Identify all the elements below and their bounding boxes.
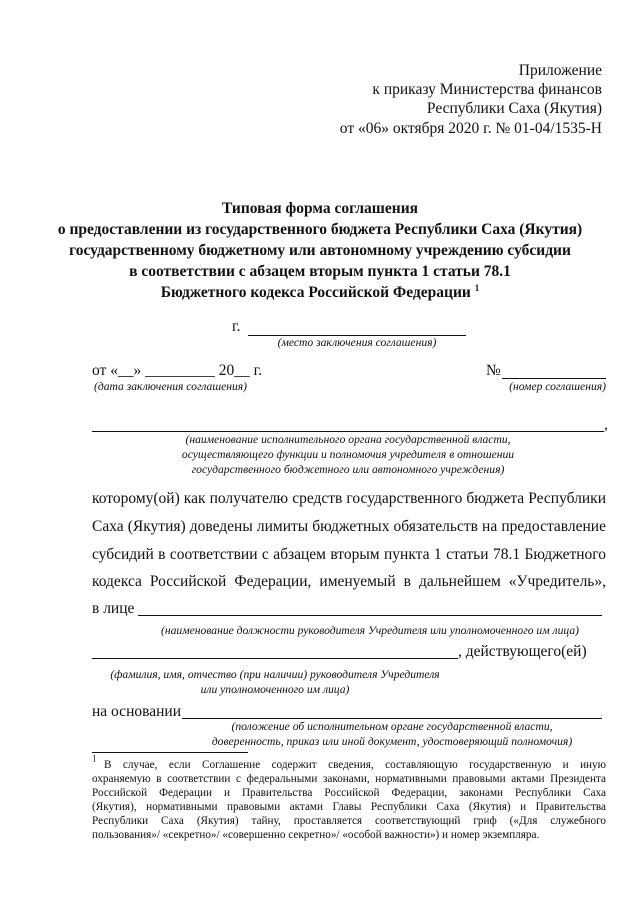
name-hint-1: (фамилия, имя, отчество (при наличии) руководителя Учредителя xyxy=(110,668,440,681)
footnote-mark xyxy=(92,753,97,769)
basis-hint-2: доверенность, приказ или иной документ, удостоверяющий полномочия) xyxy=(211,735,573,748)
date-field[interactable]: от «__» _________ 20__ г. xyxy=(92,362,263,379)
footnote-line-3: Российской Федерации и Правительства Российской Федерации, законами Республики Саха xyxy=(92,787,606,799)
order-republic: Республики Саха (Якутия) xyxy=(426,100,602,117)
body-line-4: кодекса Российской Федерации, именуемый в дальнейшем «Учредитель», xyxy=(92,573,606,590)
title-line-4: в соответствии с абзацем вторым пункта 1 статьи 78.1 xyxy=(129,263,511,280)
date-hint: (дата заключения соглашения) xyxy=(94,380,248,393)
org-hint-2: осуществляющего функции и полномочия учредителя в отношении xyxy=(181,448,515,461)
number-field-line[interactable] xyxy=(502,378,606,379)
order-reference: к приказу Министерства финансов xyxy=(372,81,602,98)
body-line-1: которому(ой) как получателю средств государственного бюджета Республики xyxy=(92,490,606,507)
footnote-separator xyxy=(92,752,248,753)
number-hint: (номер соглашения) xyxy=(509,380,606,393)
place-hint: (место заключения соглашения) xyxy=(277,336,437,349)
body-line-2: Саха (Якутия) доведены лимиты бюджетных обязательств на предоставление xyxy=(92,518,606,535)
org-field-line[interactable] xyxy=(92,431,604,432)
place-prefix: г. xyxy=(232,318,241,335)
basis-field-line[interactable] xyxy=(182,718,602,719)
order-date-number: от «06» октября 2020 г. № 01-04/1535-Н xyxy=(339,120,602,137)
name-field-line[interactable] xyxy=(92,658,458,659)
title-line-2: о предоставлении из государственного бюджета Республики Саха (Якутия) xyxy=(57,221,583,238)
body-line-3: субсидий в соответствии с абзацем вторым пункта 1 статьи 78.1 Бюджетного xyxy=(92,546,606,563)
title-line-5 xyxy=(0,284,640,302)
footnote-line-4: (Якутия), нормативными правовыми актами Главы Республики Саха (Якутия) и Правительства xyxy=(92,801,606,813)
name-hint-2: или уполномоченного им лица) xyxy=(200,683,350,696)
position-hint: (наименование должности руководителя Учредителя или уполномоченного им лица) xyxy=(161,624,579,637)
title-line-5-text: Бюджетного кодекса Российской Федерации xyxy=(160,284,471,301)
org-hint-3: государственного бюджетного или автономного учреждения) xyxy=(191,463,505,476)
in-person-label: в лице xyxy=(92,600,135,617)
basis-hint-1: (положение об исполнительном органе государственной власти, xyxy=(231,720,553,733)
basis-label: на основании xyxy=(92,703,181,720)
position-field-line[interactable] xyxy=(138,615,602,616)
number-prefix: № xyxy=(486,362,501,379)
footnote-line-6: пользования»/ «секретно»/ «совершенно секретно»/ «особой важности») и номер экземпляра. xyxy=(92,829,540,841)
acting-label: , действующего(ей) xyxy=(458,643,587,660)
footnote-number: 1 xyxy=(92,753,97,764)
org-hint-1: (наименование исполнительного органа государственной власти, xyxy=(185,433,511,446)
title-line-3: государственному бюджетному или автономному учреждению субсидии xyxy=(69,242,571,259)
title-line-1: Типовая форма соглашения xyxy=(221,200,419,217)
appendix-label: Приложение xyxy=(518,62,602,79)
footnote-line-5: Республики Саха (Якутия) тайну, проставляется соответствующий гриф («Для служебного xyxy=(92,815,606,827)
footnote-line-2: охраняемую в соответствии с федеральными законами, нормативными правовыми актами Президента xyxy=(92,773,606,785)
footnote-line-1: В случае, если Соглашение содержит сведения, составляющую государственную и иную xyxy=(104,759,606,771)
org-comma: , xyxy=(604,416,608,433)
title-footnote-mark: 1 xyxy=(474,282,480,293)
